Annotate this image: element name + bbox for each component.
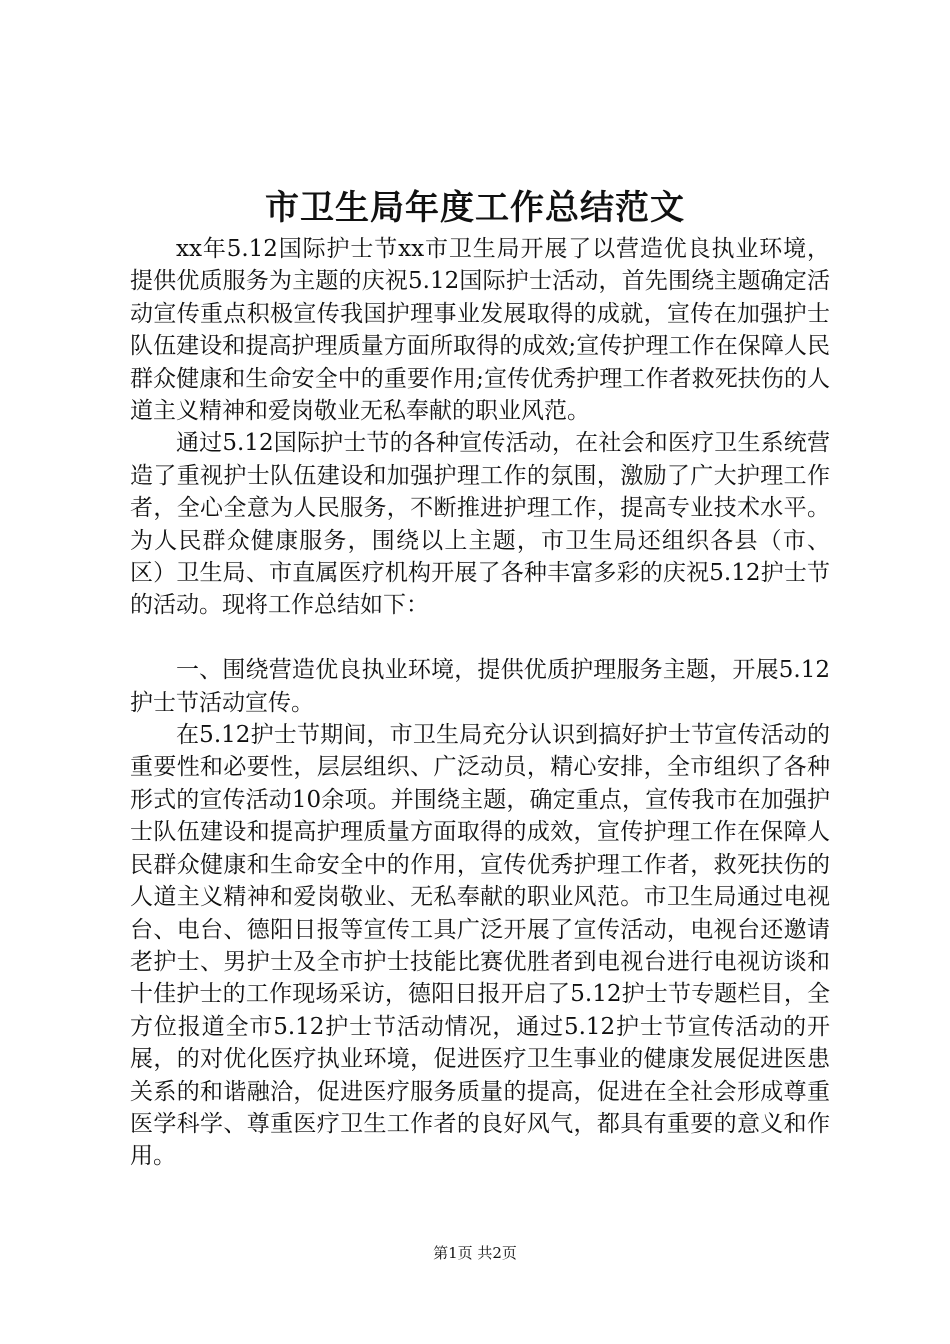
- page-number-footer: 第1页 共2页: [433, 1244, 517, 1262]
- paragraph-intro: xx年5.12国际护士节xx市卫生局开展了以营造优良执业环境，提供优质服务为主题的庆祝5.12国际护士活动，首先围绕主题确定活动宣传重点积极宣传我国护理事业发展取得的成就，宣传在加强护士队伍建设和提高护理质量方面所取得的成效;宣传护理工作在保障人民群众健康和生命安全中的重要作用;宣传优秀护理工作者救死扶伤的人道主义精神和爱岗敬业无私奉献的职业风范。: [130, 236, 830, 425]
- paragraph-section-1-body: 在5.12护士节期间，市卫生局充分认识到搞好护士节宣传活动的重要性和必要性，层层组织、广泛动员，精心安排，全市组织了各种形式的宣传活动10余项。并围绕主题，确定重点，宣传我市在加强护士队伍建设和提高护理质量方面取得的成效，宣传护理工作在保障人民群众健康和生命安全中的作用，宣传优秀护理工作者，救死扶伤的人道主义精神和爱岗敬业、无私奉献的职业风范。市卫生局通过电视台、电台、德阳日报等宣传工具广泛开展了宣传活动，电视台还邀请老护士、男护士及全市护士技能比赛优胜者到电视台进行电视访谈和十佳护士的工作现场采访，德阳日报开启了5.12护士节专题栏目，全方位报道全市5.12护士节活动情况，通过5.12护士节宣传活动的开展，的对优化医疗执业环境，促进医疗卫生事业的健康发展促进医患关系的和谐融洽，促进医疗服务质量的提高，促进在全社会形成尊重医学科学、尊重医疗卫生工作者的良好风气，都具有重要的意义和作用。: [130, 722, 830, 1170]
- document-body: [130, 233, 830, 1173]
- section-heading-1: 一、围绕营造优良执业环境，提供优质护理服务主题，开展5.12护士节活动宣传。: [130, 657, 830, 716]
- paragraph-spacer: [130, 622, 830, 654]
- document-title: 市卫生局年度工作总结范文: [265, 188, 685, 228]
- paragraph-summary: 通过5.12国际护士节的各种宣传活动，在社会和医疗卫生系统营造了重视护士队伍建设和加强护理工作的氛围，激励了广大护理工作者，全心全意为人民服务，不断推进护理工作，提高专业技术水平。为人民群众健康服务，围绕以上主题，市卫生局还组织各县（市、区）卫生局、市直属医疗机构开展了各种丰富多彩的庆祝5.12护士节的活动。现将工作总结如下：: [130, 430, 830, 619]
